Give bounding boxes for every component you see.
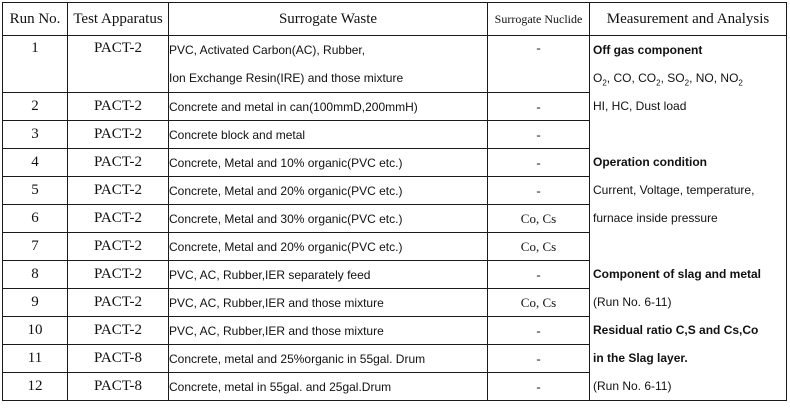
test-apparatus: PACT-2 bbox=[68, 93, 169, 121]
surrogate-waste: Concrete, Metal and 20% organic(PVC etc.) bbox=[169, 233, 488, 261]
surrogate-waste: PVC, AC, Rubber,IER and those mixture bbox=[169, 317, 488, 345]
run-number: 3 bbox=[3, 121, 68, 149]
surrogate-nuclide: Co, Cs bbox=[488, 205, 590, 233]
experiment-table-container bbox=[2, 2, 786, 406]
offgas-components: $O_2$, CO, $CO_2$, $SO_2$, NO, $NO_2$ bbox=[593, 71, 743, 88]
measurement-analysis-cell bbox=[590, 36, 787, 401]
test-apparatus: PACT-2 bbox=[68, 149, 169, 177]
surrogate-nuclide: - bbox=[488, 345, 590, 373]
surrogate-nuclide: - bbox=[488, 261, 590, 289]
offgas-title: Off gas component bbox=[593, 43, 703, 57]
surrogate-nuclide: - bbox=[488, 317, 590, 345]
surrogate-waste: Concrete, Metal and 10% organic(PVC etc.) bbox=[169, 149, 488, 177]
surrogate-nuclide: - bbox=[488, 373, 590, 401]
surrogate-waste: Concrete, metal and 25%organic in 55gal. Drum bbox=[169, 345, 488, 373]
run-number: 1 bbox=[3, 36, 68, 93]
run-number: 7 bbox=[3, 233, 68, 261]
test-apparatus: PACT-2 bbox=[68, 289, 169, 317]
run-number: 11 bbox=[3, 345, 68, 373]
spacer bbox=[590, 232, 786, 260]
header-test-apparatus: Test Apparatus bbox=[68, 3, 169, 36]
test-runs-table bbox=[2, 2, 787, 401]
surrogate-waste: Concrete, metal in 55gal. and 25gal.Drum bbox=[169, 373, 488, 401]
test-apparatus: PACT-2 bbox=[68, 177, 169, 205]
surrogate-waste: PVC, AC, Rubber,IER separately feed bbox=[169, 261, 488, 289]
slag-component-runs: (Run No. 6-11) bbox=[593, 295, 672, 309]
surrogate-nuclide: - bbox=[488, 93, 590, 121]
operation-condition-line-1: Current, Voltage, temperature, bbox=[593, 183, 755, 197]
header-measurement-analysis: Measurement and Analysis bbox=[590, 3, 787, 36]
operation-condition-title: Operation condition bbox=[593, 155, 707, 169]
surrogate-nuclide: - bbox=[488, 121, 590, 149]
surrogate-waste: Concrete block and metal bbox=[169, 121, 488, 149]
test-apparatus: PACT-2 bbox=[68, 36, 169, 93]
operation-condition-line-2: furnace inside pressure bbox=[593, 211, 718, 225]
surrogate-nuclide: - bbox=[488, 36, 590, 93]
surrogate-nuclide: - bbox=[488, 177, 590, 205]
run-number: 8 bbox=[3, 261, 68, 289]
run-number: 9 bbox=[3, 289, 68, 317]
run-number: 10 bbox=[3, 317, 68, 345]
surrogate-waste-line-1: PVC, Activated Carbon(AC), Rubber, bbox=[169, 43, 366, 57]
surrogate-nuclide: - bbox=[488, 149, 590, 177]
test-apparatus: PACT-2 bbox=[68, 121, 169, 149]
header-surrogate-waste: Surrogate Waste bbox=[169, 3, 488, 36]
surrogate-waste-line-2: Ion Exchange Resin(IRE) and those mixture bbox=[169, 71, 404, 85]
surrogate-waste: Concrete and metal in can(100mmD,200mmH) bbox=[169, 93, 488, 121]
surrogate-waste: Concrete, Metal and 20% organic(PVC etc.) bbox=[169, 177, 488, 205]
slag-component-title: Component of slag and metal bbox=[593, 267, 762, 281]
test-apparatus: PACT-2 bbox=[68, 205, 169, 233]
test-apparatus: PACT-2 bbox=[68, 261, 169, 289]
run-number: 12 bbox=[3, 373, 68, 401]
surrogate-nuclide: Co, Cs bbox=[488, 289, 590, 317]
surrogate-waste bbox=[169, 36, 488, 93]
residual-ratio-runs: (Run No. 6-11) bbox=[593, 379, 672, 393]
surrogate-nuclide: Co, Cs bbox=[488, 233, 590, 261]
surrogate-waste: PVC, AC, Rubber,IER and those mixture bbox=[169, 289, 488, 317]
run-number: 2 bbox=[3, 93, 68, 121]
offgas-components-2: HI, HC, Dust load bbox=[593, 99, 687, 113]
test-apparatus: PACT-2 bbox=[68, 233, 169, 261]
header-run-no: Run No. bbox=[3, 3, 68, 36]
run-number: 6 bbox=[3, 205, 68, 233]
run-number: 4 bbox=[3, 149, 68, 177]
table-row bbox=[3, 36, 787, 93]
residual-ratio-title-2: in the Slag layer. bbox=[593, 351, 688, 365]
surrogate-waste: Concrete, Metal and 30% organic(PVC etc.) bbox=[169, 205, 488, 233]
test-apparatus: PACT-8 bbox=[68, 373, 169, 401]
table-header-row bbox=[3, 3, 787, 36]
residual-ratio-title-1: Residual ratio C,S and Cs,Co bbox=[593, 323, 759, 337]
test-apparatus: PACT-8 bbox=[68, 345, 169, 373]
run-number: 5 bbox=[3, 177, 68, 205]
test-apparatus: PACT-2 bbox=[68, 317, 169, 345]
spacer bbox=[590, 120, 786, 148]
header-surrogate-nuclide: Surrogate Nuclide bbox=[488, 3, 590, 36]
